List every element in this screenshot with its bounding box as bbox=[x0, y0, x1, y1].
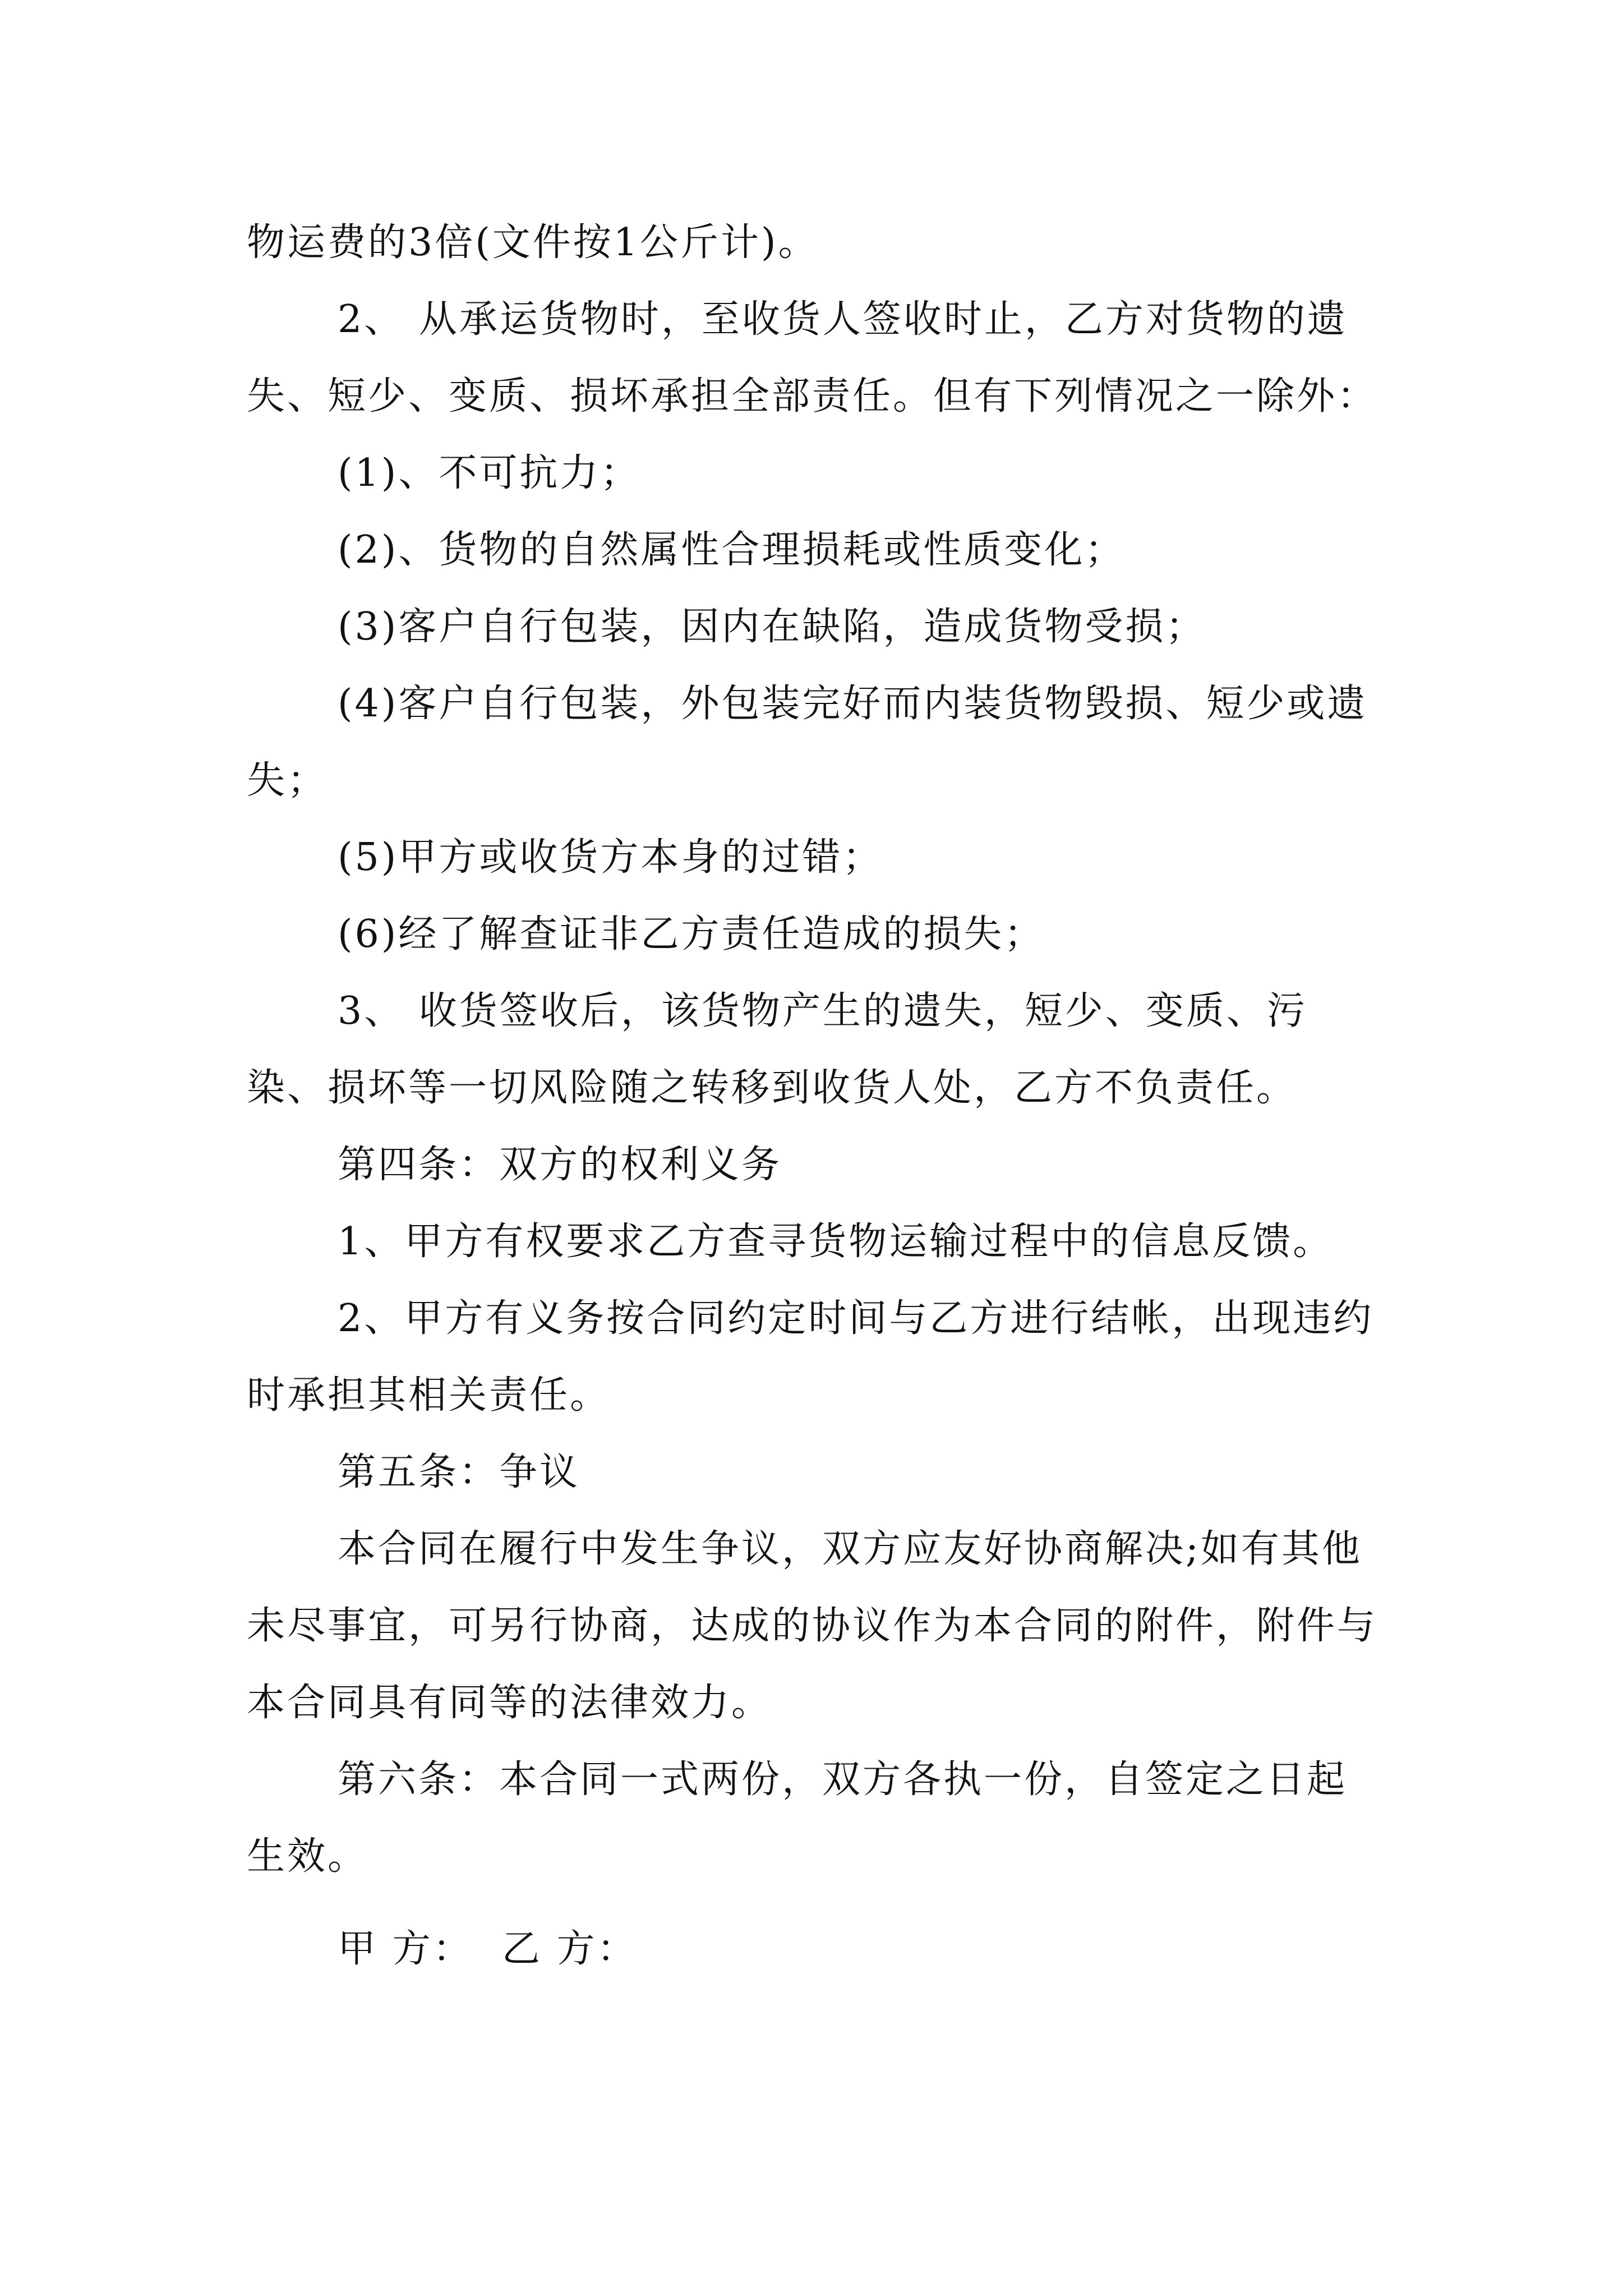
paragraph-1: 物运费的3倍(文件按1公斤计)。 bbox=[247, 220, 819, 265]
paragraph-14: 本合同在履行中发生争议，双方应友好协商解决;如有其他未尽事宜，可另行协商，达成的协议作为本合同的附件，附件与本合同具有同等的法律效力。 bbox=[247, 1527, 1378, 1725]
paragraph-5: (3)客户自行包装，因内在缺陷，造成货物受损； bbox=[338, 605, 1206, 649]
section-heading-4: 第四条：双方的权利义务 bbox=[338, 1143, 782, 1187]
section-6-paragraph: 第六条：本合同一式两份，双方各执一份，自签定之日起生效。 bbox=[247, 1757, 1348, 1879]
paragraph-12: 2、甲方有义务按合同约定时间与乙方进行结帐，出现违约时承担其相关责任。 bbox=[247, 1296, 1374, 1418]
signature-line: 甲 方： 乙 方： bbox=[338, 1927, 638, 1971]
paragraph-7: (5)甲方或收货方本身的过错； bbox=[338, 835, 883, 880]
paragraph-2: 2、 从承运货物时，至收货人签收时止，乙方对货物的遗失、短少、变质、损坏承担全部责任。但有下列情况之一除外： bbox=[247, 297, 1378, 418]
section-heading-5: 第五条：争议 bbox=[338, 1450, 580, 1494]
paragraph-4: (2)、货物的自然属性合理损耗或性质变化； bbox=[338, 528, 1126, 572]
paragraph-11: 1、甲方有权要求乙方查寻货物运输过程中的信息反馈。 bbox=[338, 1220, 1334, 1264]
document-body bbox=[247, 204, 1380, 1987]
paragraph-9: 3、 收货签收后，该货物产生的遗失，短少、变质、污染、损坏等一切风险随之转移到收货人处，乙方不负责任。 bbox=[247, 989, 1307, 1110]
paragraph-3: (1)、不可抗力； bbox=[338, 451, 641, 495]
paragraph-8: (6)经了解查证非乙方责任造成的损失； bbox=[338, 912, 1045, 956]
paragraph-6: (4)客户自行包装，外包装完好而内装货物毁损、短少或遗失； bbox=[247, 682, 1368, 803]
